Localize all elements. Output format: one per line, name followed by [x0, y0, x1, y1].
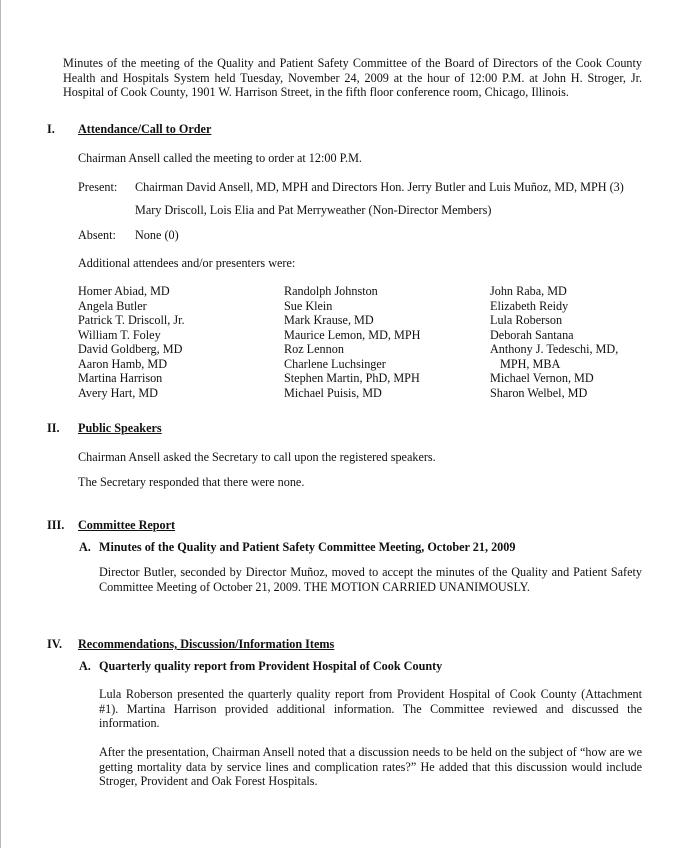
attendee-name: Roz Lennon [284, 342, 344, 356]
attendee-name: Michael Vernon, MD [490, 371, 594, 385]
attendee-name: Martina Harrison [78, 371, 163, 385]
absent-label: Absent: [78, 228, 116, 242]
section-2-number: II. [47, 421, 60, 435]
attendees-column-1 [78, 284, 278, 400]
attendees-column-3 [490, 284, 690, 400]
attendee-name: Deborah Santana [490, 327, 574, 342]
attendee-name: Mark Krause, MD [284, 313, 374, 327]
attendees-column-2 [284, 284, 484, 400]
section-3-heading: Committee Report [78, 518, 176, 532]
attendee-name: Sue Klein [284, 298, 333, 313]
attendee-name: Michael Puisis, MD [284, 385, 382, 400]
section-3-number: III. [47, 518, 65, 532]
section-4-number: IV. [47, 637, 63, 651]
section-3a-text: Director Butler, seconded by Director Muñoz, moved to accept the minutes of the Quality and Patient Safety Committee Meeting of October 21, 2009. THE MOTION CARRIED UNANIMOUSLY. [99, 565, 642, 594]
attendee-name: David Goldberg, MD [78, 342, 183, 356]
section-4-heading: Recommendations, Discussion/Information Items [78, 637, 335, 651]
section-3a-heading: Minutes of the Quality and Patient Safety Committee Meeting, October 21, 2009 [99, 540, 516, 554]
attendee-name: Charlene Luchsinger [284, 356, 386, 371]
attendee-name: Stephen Martin, PhD, MPH [284, 371, 420, 385]
attendee-name: Anthony J. Tedeschi, MD, [490, 342, 619, 356]
public-speakers-text-1: Chairman Ansell asked the Secretary to call upon the registered speakers. [78, 450, 436, 464]
absent-value: None (0) [135, 228, 179, 242]
attendee-name: Patrick T. Driscoll, Jr. [78, 313, 185, 327]
public-speakers-text-2: The Secretary responded that there were none. [78, 475, 305, 489]
attendee-name: Elizabeth Reidy [490, 298, 569, 313]
page-edge [0, 0, 1, 848]
attendee-name: Lula Roberson [490, 313, 563, 327]
attendee-name: John Raba, MD [490, 284, 567, 298]
section-3a-letter: A. [79, 540, 91, 554]
section-4a-paragraph-2: After the presentation, Chairman Ansell noted that a discussion needs to be held on the subject of “how are we getting mortality data by service lines and complication rates?” He added that this discussion would include Stroger, Provident and Oak Forest Hospitals. [99, 745, 642, 788]
attendee-name: Sharon Welbel, MD [490, 385, 588, 400]
section-4a-heading: Quarterly quality report from Provident Hospital of Cook County [99, 659, 443, 673]
attendee-name: Avery Hart, MD [78, 385, 158, 400]
present-line-2: Mary Driscoll, Lois Elia and Pat Merryweather (Non-Director Members) [135, 203, 492, 217]
section-4a-paragraph-1: Lula Roberson presented the quarterly quality report from Provident Hospital of Cook County (Attachment #1). Martina Harrison provided additional information. The Committee reviewed and discussed the information. [99, 687, 642, 730]
intro-paragraph: Minutes of the meeting of the Quality and Patient Safety Committee of the Board of Directors of the Cook County Health and Hospitals System held Tuesday, November 24, 2009 at the hour of 12:00 P.M. at John H. Stroger, Jr. Hospital of Cook County, 1901 W. Harrison Street, in the fifth floor conference room, Chicago, Illinois. [63, 56, 642, 99]
attendee-name: Aaron Hamb, MD [78, 356, 168, 371]
call-to-order-text: Chairman Ansell called the meeting to order at 12:00 P.M. [78, 151, 362, 165]
section-1-heading: Attendance/Call to Order [78, 122, 212, 136]
section-2-heading: Public Speakers [78, 421, 162, 435]
attendee-name: Randolph Johnston [284, 284, 378, 298]
present-label: Present: [78, 180, 118, 194]
attendees-intro: Additional attendees and/or presenters were: [78, 256, 296, 270]
attendee-name: Homer Abiad, MD [78, 284, 170, 298]
section-4a-letter: A. [79, 659, 91, 673]
attendee-name: William T. Foley [78, 327, 161, 342]
attendee-name: Angela Butler [78, 298, 147, 313]
attendee-name: Maurice Lemon, MD, MPH [284, 327, 421, 342]
attendee-name-continued: MPH, MBA [500, 356, 561, 371]
present-line-1: Chairman David Ansell, MD, MPH and Directors Hon. Jerry Butler and Luis Muñoz, MD, MPH (3) [135, 180, 624, 194]
section-1-number: I. [47, 122, 55, 136]
